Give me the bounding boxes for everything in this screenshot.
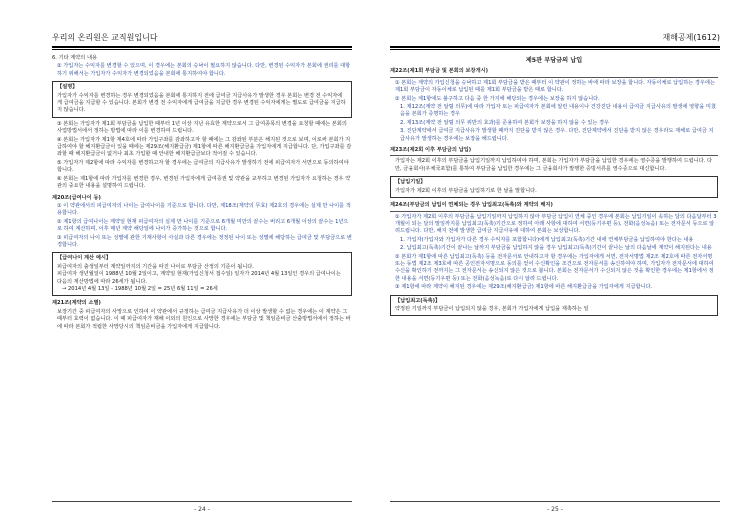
paragraph-5: ⑤ 가입자가 제2항에 따라 수익자를 변경하고자 할 경우에는 급여금의 지급사유가 발생하기 전에 피급여자가 서면으로 동의하여야 합니다. xyxy=(57,159,349,174)
chapter-title: 제5관 부담금의 납입 xyxy=(525,57,583,64)
right-page-body xyxy=(390,55,718,319)
right-header-rule xyxy=(390,46,720,48)
article-22-paragraph-1: ① 본회는 계약의 가입신청을 승낙하고 제1회 부담금을 받은 때부터 이 약관이 정하는 바에 따라 보장을 합니다. 자동이체로 납입하는 경우에는 제1회 부담금이 자동이체로 납입된 때를 제1회 부담금을 받은 때로 합니다. xyxy=(395,79,715,94)
due-date-box-title: 【납입기일】 xyxy=(395,179,426,186)
left-page-body xyxy=(52,55,352,332)
left-page-header: 우리의 온리원은 교직원입니다 xyxy=(52,33,158,42)
right-header-rule-thin xyxy=(390,49,720,50)
paragraph-3: ③ 본회는 가입자가 제1회 부담금을 납입한 때부터 1년 이상 지난 유효한 계약으로서 그 급여종목의 변경을 요청할 때에는 본회의 사업방법서에서 정하는 방법에 따라 이를 변경하여 드립니다. xyxy=(57,120,347,135)
item6: 6. 기타 계약의 내용 xyxy=(52,55,97,61)
article-24-paragraph-1: ① 가입자가 제2회 이후의 부담금을 납입기일까지 납입하지 않아 부담금 납입이 연체 중인 경우에 본회는 납입기일이 속하는 달의 다음달부터 3개월이 되는 달의 말일까지를 납입최고(독촉)기간으로 정하여 아래 사항에 대하여 서면(등기우편 등), 전화(음성녹음) 또는 전자문서 등으로 알려드립니다. 다만, 해지 전에 발생한 급여금 지급사유에 대하여 본회는 보상합니다. xyxy=(395,213,717,235)
article-21-title: 제21조(계약의 소멸) xyxy=(52,300,101,307)
article-24-paragraph-3: ③ 제1항에 따라 계약이 해지된 경우에는 제29조(해지환급금) 제1항에 따른 해지환급금을 가입자에게 지급합니다. xyxy=(395,284,653,291)
article-24-title: 제24조(부담금의 납입이 연체되는 경우 납입최고(독촉)와 계약의 해지) xyxy=(390,202,718,211)
article-22-item-1: 1. 제12조(계약 전 알릴 의무)에 따라 가입자 또는 피급여자가 본회에 알린 내용이나 건강진단 내용이 급여금 지급사유의 발생에 영향을 미쳤음을 본회가 증명하는 경우 xyxy=(400,104,716,118)
article-23-title: 제23조(제2회 이후 부담금의 납입) xyxy=(390,147,718,156)
article-24-paragraph-2: ② 본회가 제1항에 따른 납입최고(독촉) 등을 전자문서로 안내하고자 할 경우에는 가입자에게 서면, 전자서명법 제2조 제2호에 따른 전자서명 또는 동법 제2조 제3호에 따른 공인전자서명으로 동의를 얻어 수신확인을 조건으로 전자문서를 송신하여야 하며, 가입자가 전자문서에 대하여 수신을 확인하기 전까지는 그 전자문서는 송신되지 않은 것으로 봅니다. 본회는 전자문서가 수신되지 않은 것을 확인한 경우에는 제1항에서 정한 내용을 서면(등기우편 등) 또는 전화(음성녹음)로 다시 알려 드립니다. xyxy=(395,253,714,282)
left-page-number: - 24 - xyxy=(194,506,210,513)
explanation-box-title: 【설명】 xyxy=(57,84,78,91)
explanation-box xyxy=(52,81,352,118)
right-page-header: 재해공제(1612) xyxy=(662,33,720,42)
article-22-paragraph-2: ② 본회는 제1항에도 불구하고 다음 중 한 가지에 해당되는 경우에는 보장을 하지 않습니다. xyxy=(395,95,600,102)
age-example-line-2: 피급여자 생년월일이 1988년 10월 2일이고, 계약일 현재(가입신청서 접수일) 일자가 2014년 4월 13일인 경우의 급여나이는 다음의 계산방법에 따라 26세가 됩니다. xyxy=(57,271,341,285)
right-footer-rule xyxy=(390,501,720,502)
article-24-item-1: 1. 가입자(가입자와 가입자가 다른 경우 수익자를 포함합니다)에게 납입최고(독촉)기간 내에 연체부담금을 납입하여야 한다는 내용 xyxy=(400,236,694,243)
due-date-box xyxy=(390,176,718,198)
due-date-box-text: 가입자가 제2회 이후의 부담금을 납입하기로 한 날을 말합니다. xyxy=(395,187,537,194)
left-header-rule-thin xyxy=(52,49,352,50)
paragraph-4: ④ 본회는 가입자가 제1항 제4호에 따라 가입구좌를 감좌하고자 할 때에는 그 감좌된 부분은 해지된 것으로 보며, 이로써 본회가 지급하여야 할 해지환급금이 있을 때에는 제29조(해지환급금) 제1항에 따른 해지환급금을 가입자에게 지급합니다. 단, 가입구좌를 감좌할 때 해지환급금이 없거나 최초 가입할 때 안내한 해지환급금보다 적어질 수 있습니다. xyxy=(57,136,352,158)
paragraph-2: ② 가입자는 수익자를 변경할 수 있으며, 이 경우에는 본회의 승낙이 필요하지 않습니다. 다만, 변경된 수익자가 본회에 권리를 대항하기 위해서는 가입자가 수익자가 변경되었음을 본회에 통지하여야 합니다. xyxy=(57,63,351,77)
article-21-paragraph: 보장기간 중 피급여자의 사망으로 인하여 이 약관에서 규정하는 급여금 지급사유가 더 이상 발생할 수 없는 경우에는 이 계약은 그 때부터 효력이 없습니다. 이 때 피급여자가 재해 이외의 원인으로 사망한 경우에는 부담금 및 책임준비금 산출방법서에서 정하는 바에 따라 본회가 적립한 사망당시의 책임준비금을 가입자에게 지급합니다. xyxy=(57,308,351,330)
left-footer-rule xyxy=(52,501,352,502)
payment-reminder-box-text: 약정된 기일까지 부담금이 납입되지 않을 경우, 본회가 가입자에게 납입을 재촉하는 일 xyxy=(395,305,589,312)
right-page xyxy=(370,0,740,524)
age-example-box xyxy=(52,252,352,296)
left-header-rule xyxy=(52,46,352,48)
payment-reminder-box xyxy=(390,295,718,317)
article-20-paragraph-1: ① 이 약관에서의 피급여자의 나이는 급여나이를 기준으로 합니다. 다만, 제18조(계약의 무효) 제2호의 경우에는 실제 만 나이를 적용합니다. xyxy=(57,202,351,217)
article-23-paragraph: 가입자는 제2회 이후의 부담금을 납입기일까지 납입하여야 하며, 본회는 가입자가 부담금을 납입한 경우에는 영수증을 발행하여 드립니다. 다만, 금융회사(우체국포함)를 통하여 부담금을 납입한 경우에는 그 금융회사가 발행한 증빙서류를 영수증으로 대신합니다. xyxy=(395,158,712,172)
article-20-paragraph-3: ③ 피급여자의 나이 또는 성별에 관한 기재사항이 사실과 다른 경우에는 정정된 나이 또는 성별에 해당하는 급여금 및 부담금으로 변경합니다. xyxy=(57,234,352,248)
article-22-item-3: 3. 진단계약에서 급여금 지급사유가 발생할 때까지 진단을 받지 않은 경우. 다만, 진단계약에서 진단을 받지 않은 경우라도 재해로 급여금 지급사유가 발생하는 경우에는 보장을 해드립니다. xyxy=(400,128,714,142)
article-22-title: 제22조(제1회 부담금 및 본회의 보장개시) xyxy=(390,68,718,77)
age-example-box-title: 【급여나이 계산 예시】 xyxy=(57,255,112,262)
age-example-line-1: 피급여자의 출생일부터 계약일까지의 기간을 따진 나이로 부담금 산정의 기준이 됩니다. xyxy=(57,263,254,270)
explanation-box-text: 가입자가 수익자를 변경하는 경우 변경되었음을 본회에 통지하지 전에 급여금 지급사유가 발생한 경우 본회는 변경 전 수익자에게 급여금을 지급할 수 있습니다. 본회가 변경 전 수익자에게 급여금을 지급한 경우 변경된 수익자에게는 별도로 급여금을 지급하지 않습니다. xyxy=(57,92,346,114)
paragraph-6: ⑥ 본회는 제1항에 따라 가입자를 변경한 경우, 변경된 가입자에게 급여증권 및 약관을 교부하고 변경된 가입자가 요청하는 경우 약관의 중요한 내용을 설명하여 드립니다. xyxy=(57,175,351,190)
article-20-title: 제20조(급여나이 등) xyxy=(52,194,101,201)
age-example-line-3: → 2014년 4월 13일 - 1988년 10월 2일 = 25년 6월 11일 = 26세 xyxy=(62,285,218,292)
article-20-paragraph-2: ② 제1항의 급여나이는 계약일 현재 피급여자의 실제 만 나이를 기준으로 6개월 미만의 끝수는 버리고 6개월 이상의 끝수는 1년으로 하여 계산하며, 이후 매년 계약 해당일에 나이가 증가하는 것으로 합니다. xyxy=(57,218,349,233)
payment-reminder-box-title: 【납입최고(독촉)】 xyxy=(395,297,441,304)
article-22-item-2: 2. 제13조(계약 전 알릴 의무 위반의 효과)를 준용하여 본회가 보장을 하지 않을 수 있는 경우 xyxy=(400,119,610,126)
right-page-number: - 25 - xyxy=(547,506,563,513)
article-24-item-2: 2. 납입최고(독촉)기간이 끝나는 날까지 부담금을 납입하지 않을 경우 납입최고(독촉)기간이 끝나는 날의 다음날에 계약이 해지된다는 내용 xyxy=(400,245,712,252)
